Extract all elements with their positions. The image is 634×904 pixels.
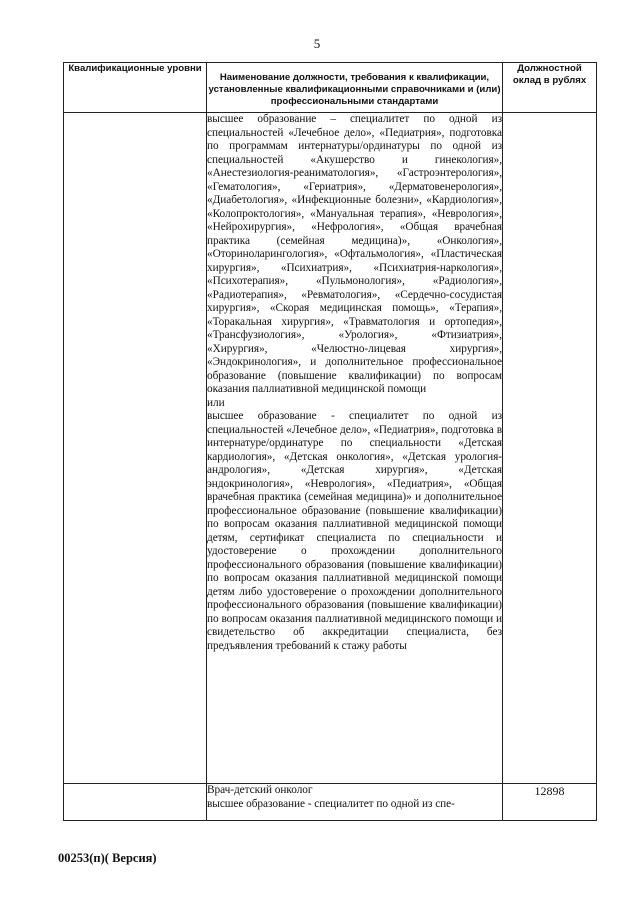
requirements-cell [207, 113, 503, 784]
requirements-cell [207, 784, 503, 821]
position-title: Врач-детский онколог [207, 784, 313, 796]
document-code: 00253(п)( Версия) [58, 851, 157, 865]
table-header-row [64, 63, 597, 113]
header-salary: Должностной оклад в рублях [503, 63, 597, 113]
table-row [64, 113, 597, 784]
header-qualification-levels: Квалификационные уровни [64, 63, 207, 113]
qualification-table [63, 62, 597, 821]
table-row [64, 784, 597, 821]
salary-cell: 12898 [503, 784, 597, 821]
level-cell [64, 784, 207, 821]
header-position-requirements: Наименование должности, требования к квалификации, установленные квалификационными справочниками и (или) профессиональными стандартами [207, 63, 503, 113]
requirements-text: высшее образование - специалитет по одной из спе- [207, 797, 455, 810]
page-number: 5 [313, 36, 321, 51]
requirements-or: или [207, 396, 225, 409]
requirements-text-a: высшее образование – специалитет по одной из специальностей «Лечебное дело», «Педиатрия», подготовка по программам интернатуры/ординатуры по одной из специальностей «Акушерство и гинекология», «Анестезиология-реаниматология», «Гастроэнтерология», «Гематология», «Гериатрия», «Дерматовенерология», «Диабетология», «Инфекционные болезни», «Кардиология», «Колопроктология», «Мануальная терапия», «Неврология», «Нейрохирургия», «Нефрология», «Общая врачебная практика (семейная медицина)», «Онкология», «Оториноларингология», «Офтальмология», «Пластическая хирургия», «Психиатрия», «Психиатрия-наркология», «Психотерапия», «Пульмонология», «Радиология», «Радиотерапия», «Ревматология», «Сердечно-сосудистая хирургия», «Скорая медицинская помощь», «Терапия», «Торакальная хирургия», «Травматология и ортопедия», «Трансфузиология», «Урология», «Фтизиатрия», «Хирургия», «Челюстно-лицевая хирургия», «Эндокринология», и дополнительное профессиональное образование (повышение квалификации) по вопросам оказания паллиативной медицинской помощи [207, 113, 502, 395]
level-cell [64, 113, 207, 784]
requirements-text-b: высшее образование - специалитет по одной из специальностей «Лечебное дело», «Педиатрия», подготовка в интернатуре/ординатуре по специальности «Детская кардиология», «Детская онкология», «Детская урология-андрология», «Детская хирургия», «Детская эндокринология», «Неврология», «Педиатрия», «Общая врачебная практика (семейная медицина)» и дополнительное профессиональное образование (повышение квалификации) по вопросам оказания паллиативной медицинской помощи детям, сертификат специалиста по специальности и удостоверение о прохождении дополнительного профессионального образования (повышение квалификации) по вопросам оказания паллиативной медицинской помощи детям либо удостоверение о прохождении дополнительного профессионального образования (повышение квалификации) по вопросам оказания паллиативной медицинского помощи и свидетельство об аккредитации специалиста, без предъявления требований к стажу работы [207, 410, 502, 652]
salary-cell [503, 113, 597, 784]
